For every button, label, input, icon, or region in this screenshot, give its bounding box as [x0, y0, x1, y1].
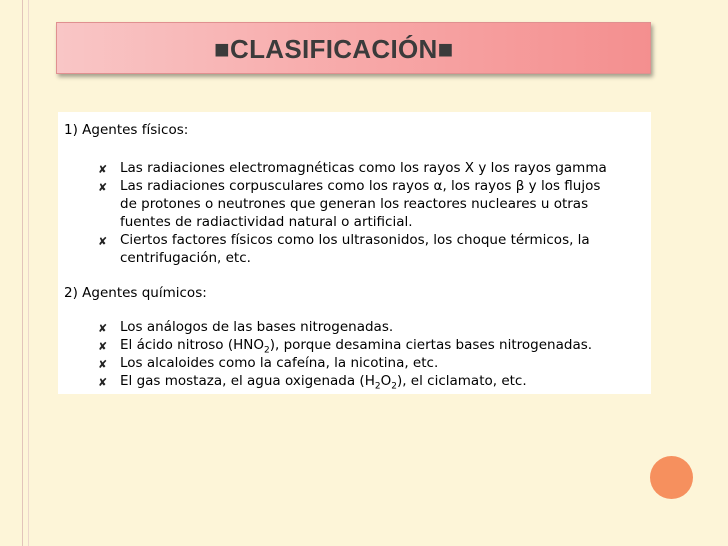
left-decorative-rule	[22, 0, 23, 546]
list-item: Los análogos de las bases nitrogenadas.	[120, 319, 394, 335]
title-text: CLASIFICACIÓN	[230, 34, 438, 64]
section-heading-physical: 1) Agentes físicos:	[64, 122, 189, 138]
title-marker-right: ■	[437, 34, 454, 64]
list-item: El ácido nitroso $(HNO_2)$, porque desamina ciertas bases nitrogenadas.	[120, 337, 593, 356]
cross-bullet-icon: ✘	[98, 181, 108, 194]
title-marker-left: ■	[214, 34, 231, 64]
slide-title	[214, 34, 454, 65]
cross-bullet-icon: ✘	[98, 235, 108, 248]
list-item: Las radiaciones electromagnéticas como los rayos X y los rayos gamma	[120, 160, 607, 176]
list-item: Los alcaloides como la cafeína, la nicotina, etc.	[120, 355, 439, 371]
cross-bullet-icon: ✘	[98, 163, 108, 176]
section-heading-chemical: 2) Agentes químicos:	[64, 285, 207, 301]
list-item: Ciertos factores físicos como los ultrasonidos, los choque térmicos, la centrifugación, etc.	[120, 232, 590, 266]
list-item: El gas mostaza, el agua oxigenada $(H_2O_2)$, el ciclamato, etc.	[120, 373, 527, 392]
cross-bullet-icon: ✘	[98, 358, 108, 371]
content-panel	[58, 112, 651, 394]
left-decorative-rule-inner	[28, 0, 29, 546]
cross-bullet-icon: ✘	[98, 376, 108, 389]
decorative-circle	[650, 456, 693, 499]
cross-bullet-icon: ✘	[98, 322, 108, 335]
list-item: Las radiaciones corpusculares como los rayos α, los rayos β y los flujos de protones o neutrones que generan los reactores nucleares u otras fuentes de radiactividad natural o artificial.	[120, 178, 601, 230]
cross-bullet-icon: ✘	[98, 340, 108, 353]
